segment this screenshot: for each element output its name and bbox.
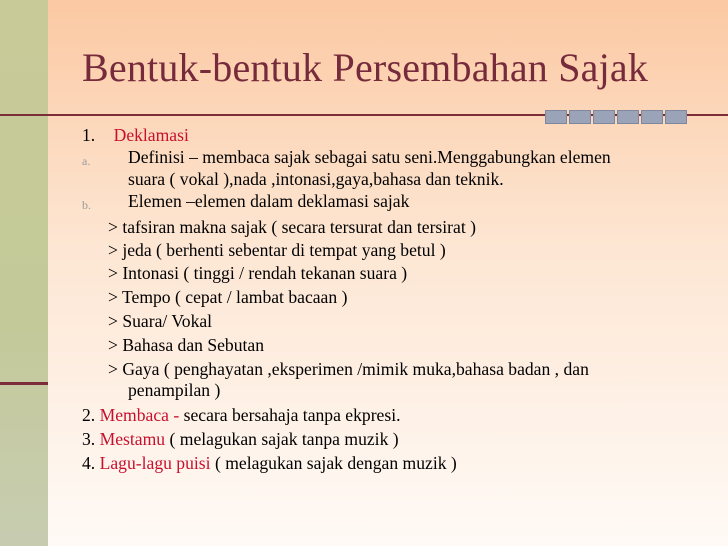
- left-decorative-band: [0, 0, 48, 546]
- decorative-square: [641, 110, 663, 124]
- sub-item-a-line2: suara ( vokal ),nada ,intonasi,gaya,bahasa dan teknik.: [128, 169, 504, 189]
- decorative-square: [545, 110, 567, 124]
- left-band-rule: [0, 382, 48, 385]
- item-label: Membaca -: [99, 405, 180, 425]
- item-number: 2.: [82, 405, 96, 425]
- element-line: > tafsiran makna sajak ( secara tersurat dan tersirat ): [108, 217, 476, 237]
- element-line: > Bahasa dan Sebutan: [108, 335, 265, 355]
- item-text: ( melagukan sajak tanpa muzik ): [169, 429, 399, 449]
- item-number: 1.: [82, 125, 96, 145]
- decorative-square: [617, 110, 639, 124]
- sub-item-a: [82, 148, 90, 172]
- sub-item-index: a.: [82, 154, 91, 168]
- decorative-square: [593, 110, 615, 124]
- sub-item-b-line1: Elemen –elemen dalam deklamasi sajak: [128, 191, 410, 211]
- item-number: 4.: [82, 453, 96, 473]
- element-line: > Intonasi ( tinggi / rendah tekanan suara ): [108, 263, 408, 283]
- item-text: ( melagukan sajak dengan muzik ): [214, 453, 457, 473]
- item-label: Lagu-lagu puisi: [99, 453, 211, 473]
- decorative-square: [569, 110, 591, 124]
- item-label: Deklamasi: [113, 125, 189, 145]
- element-line-continued: penampilan ): [128, 380, 221, 400]
- list-item-2: [82, 404, 401, 426]
- element-line: > Suara/ Vokal: [108, 311, 213, 331]
- element-line: > Tempo ( cepat / lambat bacaan ): [108, 287, 348, 307]
- decorative-squares: [545, 110, 687, 124]
- list-item-1: [82, 124, 189, 146]
- element-line: > jeda ( berhenti sebentar di tempat yang betul ): [108, 240, 446, 260]
- list-item-4: [82, 452, 457, 474]
- sub-item-index: b.: [82, 198, 91, 212]
- item-text: secara bersahaja tanpa ekpresi.: [183, 405, 401, 425]
- item-label: Mestamu: [99, 429, 166, 449]
- item-number: 3.: [82, 429, 96, 449]
- sub-item-b: [82, 192, 91, 216]
- element-line: > Gaya ( penghayatan ,eksperimen /mimik muka,bahasa badan , dan: [108, 359, 589, 379]
- list-item-3: [82, 428, 399, 450]
- decorative-square: [665, 110, 687, 124]
- sub-item-a-line1: Definisi – membaca sajak sebagai satu seni.Menggabungkan elemen: [128, 147, 611, 167]
- slide-title: Bentuk-bentuk Persembahan Sajak: [82, 45, 649, 90]
